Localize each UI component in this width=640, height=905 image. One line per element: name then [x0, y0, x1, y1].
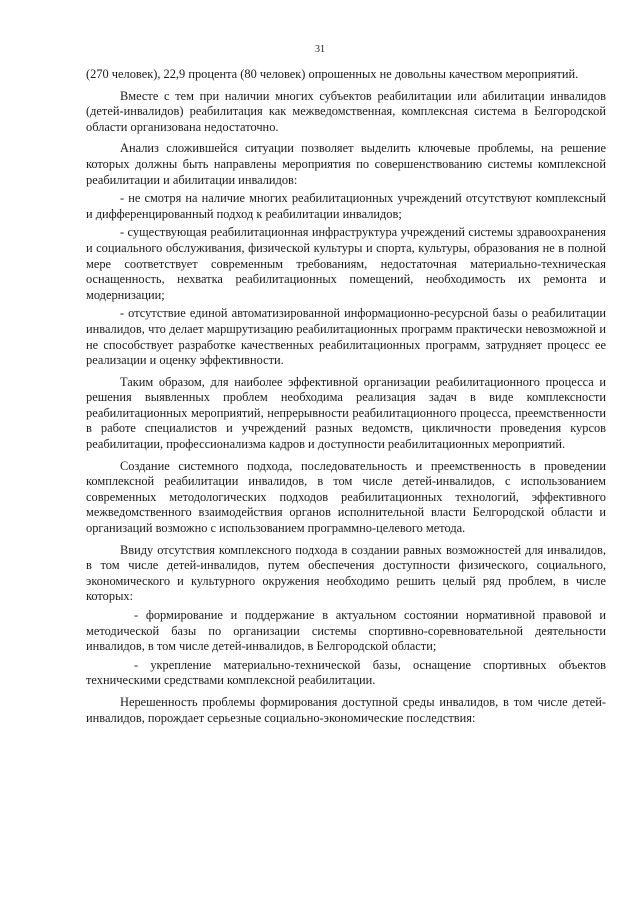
- list-item: - не смотря на наличие многих реабилитационных учреждений отсутствуют комплексный и дифференцированный подход к реабилитации инвалидов;: [86, 191, 606, 221]
- list-item: - существующая реабилитационная инфраструктура учреждений системы здравоохранения и социального обслуживания, физической культуры и спорта, культуры, образования не в полной мере соответствует современным требованиям, недостаточная материально-техническая оснащенность, нехватка реабилитационных помещений, необходимость их ремонта и модернизации;: [86, 225, 606, 302]
- page-number: 31: [315, 44, 325, 55]
- paragraph: (270 человек), 22,9 процента (80 человек) опрошенных не довольны качеством мероприятий.: [86, 67, 579, 81]
- list-item: - формирование и поддержание в актуальном состоянии нормативной правовой и методической базы по организации системы спортивно-соревновательной деятельности инвалидов, в том числе детей-инвалидов, в Белгородской области;: [86, 608, 606, 654]
- paragraph: Нерешенность проблемы формирования доступной среды инвалидов, в том числе детей-инвалидов, порождает серьезные социально-экономические последствия:: [86, 694, 606, 725]
- list-item: - отсутствие единой автоматизированной информационно-ресурсной базы о реабилитации инвалидов, что делает маршрутизацию реабилитационных программ практически невозможной и не способствует разработке качественных реабилитационных программ, затрудняет процесс ее реализации и оценку эффективности.: [86, 306, 606, 368]
- paragraph: Вместе с тем при наличии многих субъектов реабилитации или абилитации инвалидов (детей-инвалидов) реабилитация как межведомственная, комплексная система в Белгородской области организована недостаточно.: [86, 88, 606, 134]
- document-body: [86, 67, 606, 732]
- paragraph: Создание системного подхода, последовательность и преемственность в проведении комплексной реабилитации инвалидов, в том числе детей-инвалидов, с использованием современных методологических подходов реабилитационных технологий, эффективного межведомственного взаимодействия органов исполнительной власти Белгородской области и организаций возможно с использованием программно-целевого метода.: [86, 458, 606, 536]
- paragraph: Ввиду отсутствия комплексного подхода в создании равных возможностей для инвалидов, в том числе детей-инвалидов, путем обеспечения доступности физического, социального, экономического и культурного окружения необходимо решить целый ряд проблем, в числе которых:: [86, 542, 606, 604]
- list-item: - укрепление материально-технической базы, оснащение спортивных объектов техническими средствами комплексной реабилитации.: [86, 657, 606, 688]
- paragraph: Анализ сложившейся ситуации позволяет выделить ключевые проблемы, на решение которых должны быть направлены мероприятия по совершенствованию системы комплексной реабилитации и абилитации инвалидов:: [86, 141, 606, 187]
- paragraph: Таким образом, для наиболее эффективной организации реабилитационного процесса и решения выявленных проблем необходима реализация задач в виде комплексности реабилитационных мероприятий, непрерывности реабилитационного процесса, преемственности в работе специалистов и учреждений разных ведомств, цикличности проведения курсов реабилитации, профессионализма кадров и доступности реабилитационных мероприятий.: [86, 374, 606, 452]
